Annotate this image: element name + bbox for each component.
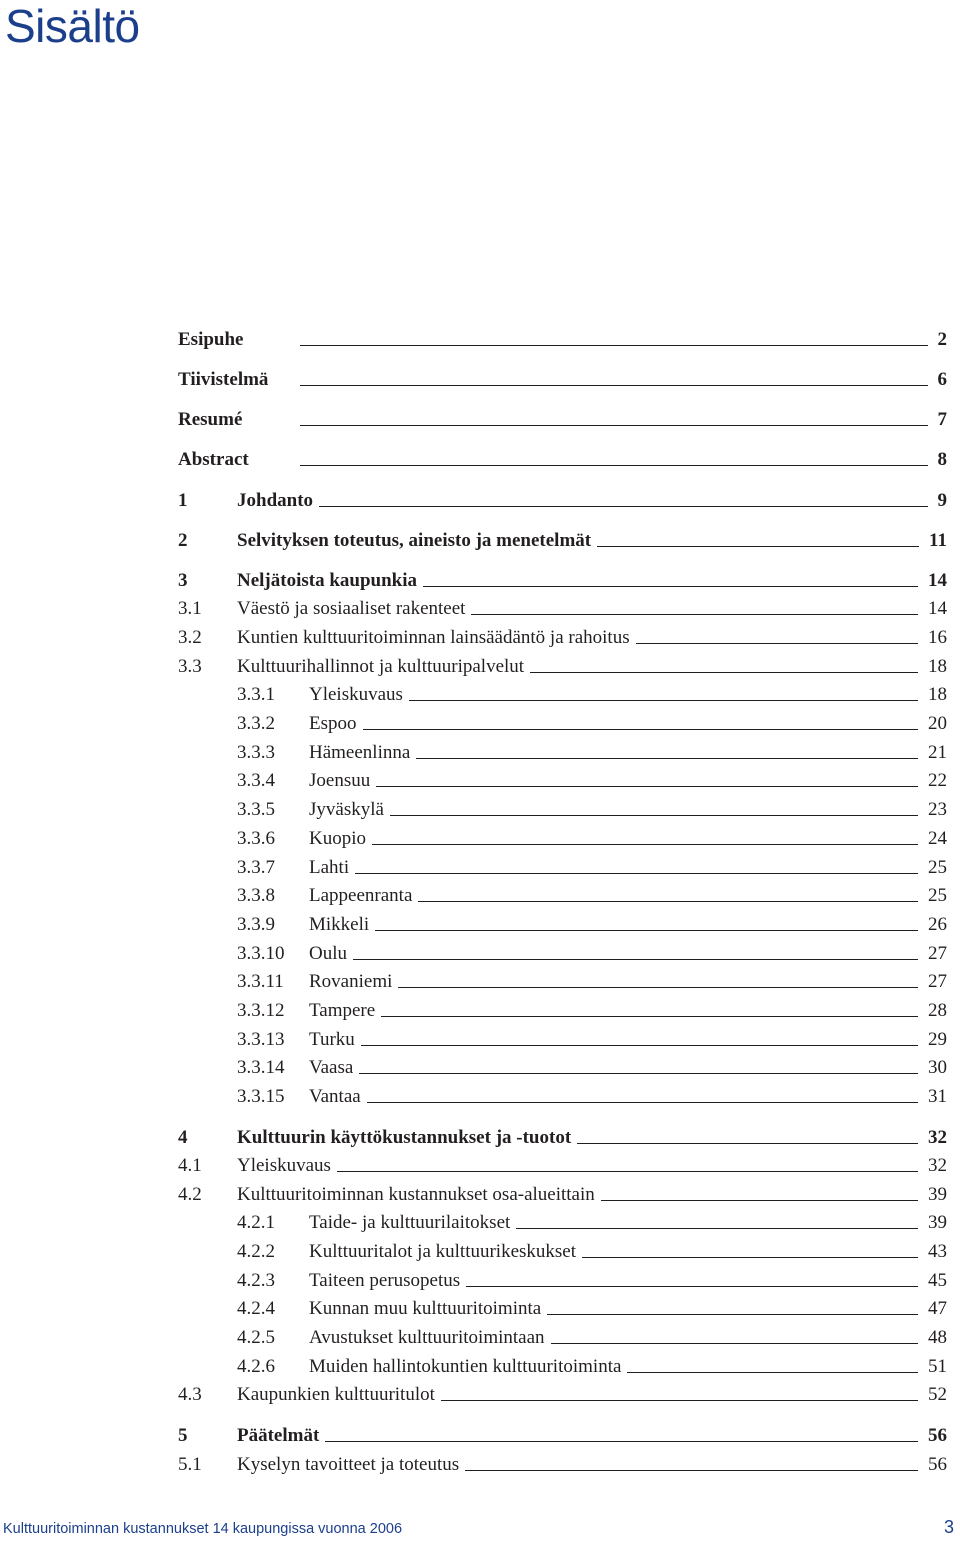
toc-entry-number: 3.3.15 <box>237 1086 285 1107</box>
toc-leader-line <box>418 901 918 902</box>
toc-entry-number: 4.2.1 <box>237 1212 275 1233</box>
toc-entry-page: 18 <box>928 684 947 705</box>
toc-entry[interactable] <box>0 1381 960 1409</box>
toc-entry-number: 4 <box>178 1127 188 1148</box>
toc-entry[interactable] <box>0 681 960 709</box>
toc-entry-title: Taiteen perusopetus <box>309 1270 461 1291</box>
toc-entry-page: 9 <box>937 490 947 511</box>
toc-entry-page: 32 <box>928 1155 947 1176</box>
toc-entry[interactable] <box>0 1238 960 1266</box>
toc-entry-page: 56 <box>928 1425 947 1446</box>
toc-entry[interactable] <box>0 767 960 795</box>
toc-entry-title: Kulttuurin käyttökustannukset ja -tuotot <box>237 1127 572 1148</box>
toc-leader-line <box>530 672 918 673</box>
toc-leader-line <box>359 1073 918 1074</box>
toc-entry-title: Kuopio <box>309 828 366 849</box>
page-footer <box>0 1515 960 1545</box>
toc-entry-page: 23 <box>928 799 947 820</box>
toc-entry-page: 21 <box>928 742 947 763</box>
toc-entry-number: 3.3.1 <box>237 684 275 705</box>
toc-leader-line <box>465 1470 918 1471</box>
toc-entry[interactable] <box>0 710 960 738</box>
toc-entry-title: Hämeenlinna <box>309 742 411 763</box>
toc-entry-title: Taide- ja kulttuurilaitokset <box>309 1212 511 1233</box>
toc-entry[interactable] <box>0 406 960 434</box>
toc-entry[interactable] <box>0 825 960 853</box>
toc-entry-number: 4.2.3 <box>237 1270 275 1291</box>
toc-entry[interactable] <box>0 1124 960 1152</box>
toc-entry-number: 3.3.6 <box>237 828 275 849</box>
toc-entry[interactable] <box>0 1209 960 1237</box>
toc-leader-line <box>466 1286 918 1287</box>
toc-entry-page: 32 <box>928 1127 947 1148</box>
toc-entry[interactable] <box>0 854 960 882</box>
toc-entry-number: 3.2 <box>178 627 202 648</box>
toc-entry[interactable] <box>0 1152 960 1180</box>
toc-leader-line <box>353 959 918 960</box>
footer-publication-title: Kulttuuritoiminnan kustannukset 14 kaupungissa vuonna 2006 <box>3 1521 403 1537</box>
toc-entry-number: 3.3.9 <box>237 914 275 935</box>
toc-entry[interactable] <box>0 1181 960 1209</box>
toc-entry-page: 31 <box>928 1086 947 1107</box>
toc-leader-line <box>300 425 928 426</box>
toc-entry-page: 30 <box>928 1057 947 1078</box>
toc-leader-line <box>597 546 919 547</box>
toc-entry-number: 3.1 <box>178 598 202 619</box>
toc-leader-line <box>300 465 928 466</box>
toc-entry-number: 3.3.4 <box>237 770 275 791</box>
toc-entry[interactable] <box>0 1295 960 1323</box>
toc-entry-page: 6 <box>937 369 947 390</box>
toc-entry-number: 1 <box>178 490 188 511</box>
toc-entry-title: Turku <box>309 1029 355 1050</box>
toc-entry-page: 29 <box>928 1029 947 1050</box>
toc-entry-page: 22 <box>928 770 947 791</box>
toc-entry-number: 4.2.2 <box>237 1241 275 1262</box>
toc-entry[interactable] <box>0 446 960 474</box>
toc-entry-page: 39 <box>928 1184 947 1205</box>
toc-leader-line <box>577 1143 918 1144</box>
toc-entry[interactable] <box>0 487 960 515</box>
toc-entry-title: Kulttuurihallinnot ja kulttuuripalvelut <box>237 656 525 677</box>
toc-entry-number: 3.3.10 <box>237 943 285 964</box>
toc-entry-title: Lahti <box>309 857 350 878</box>
toc-leader-line <box>423 586 918 587</box>
toc-entry-title: Päätelmät <box>237 1425 320 1446</box>
toc-entry-number: 3.3.7 <box>237 857 275 878</box>
toc-entry-page: 8 <box>937 449 947 470</box>
toc-entry-number: 3.3.11 <box>237 971 284 992</box>
toc-leader-line <box>300 385 928 386</box>
toc-entry-page: 26 <box>928 914 947 935</box>
toc-entry-title: Esipuhe <box>178 329 244 350</box>
toc-entry-title: Selvityksen toteutus, aineisto ja menetelmät <box>237 530 592 551</box>
toc-entry[interactable] <box>0 326 960 354</box>
toc-entry-page: 56 <box>928 1454 947 1475</box>
toc-entry-page: 18 <box>928 656 947 677</box>
toc-leader-line <box>337 1171 918 1172</box>
toc-entry-number: 4.3 <box>178 1384 202 1405</box>
toc-leader-line <box>601 1200 918 1201</box>
toc-entry-page: 28 <box>928 1000 947 1021</box>
toc-entry-page: 14 <box>928 570 947 591</box>
toc-entry[interactable] <box>0 595 960 623</box>
toc-entry[interactable] <box>0 366 960 394</box>
toc-entry[interactable] <box>0 739 960 767</box>
toc-entry[interactable] <box>0 968 960 996</box>
toc-leader-line <box>636 643 918 644</box>
toc-entry-number: 3.3.13 <box>237 1029 285 1050</box>
toc-entry[interactable] <box>0 1267 960 1295</box>
toc-entry-number: 4.2.4 <box>237 1298 275 1319</box>
toc-entry[interactable] <box>0 911 960 939</box>
toc-entry-title: Joensuu <box>309 770 371 791</box>
toc-entry-page: 24 <box>928 828 947 849</box>
toc-entry-title: Kaupunkien kulttuuritulot <box>237 1384 435 1405</box>
toc-entry[interactable] <box>0 1054 960 1082</box>
toc-entry-number: 3 <box>178 570 188 591</box>
toc-leader-line <box>325 1441 918 1442</box>
toc-entry-title: Kunnan muu kulttuuritoiminta <box>309 1298 542 1319</box>
toc-entry-number: 4.2.6 <box>237 1356 275 1377</box>
toc-entry-page: 43 <box>928 1241 947 1262</box>
toc-entry[interactable] <box>0 624 960 652</box>
toc-entry[interactable] <box>0 796 960 824</box>
toc-entry-title: Neljätoista kaupunkia <box>237 570 418 591</box>
toc-entry-page: 27 <box>928 971 947 992</box>
toc-entry-title: Johdanto <box>237 490 314 511</box>
footer-page-number: 3 <box>943 1517 954 1537</box>
toc-entry-number: 3.3.5 <box>237 799 275 820</box>
toc-entry-page: 16 <box>928 627 947 648</box>
toc-entry-title: Yleiskuvaus <box>309 684 403 705</box>
toc-entry-number: 4.2.5 <box>237 1327 275 1348</box>
toc-entry-title: Resumé <box>178 409 243 430</box>
toc-leader-line <box>516 1228 918 1229</box>
toc-leader-line <box>398 987 918 988</box>
toc-leader-line <box>409 700 918 701</box>
toc-entry-title: Abstract <box>178 449 249 470</box>
toc-entry[interactable] <box>0 997 960 1025</box>
toc-entry-page: 45 <box>928 1270 947 1291</box>
toc-entry[interactable] <box>0 653 960 681</box>
toc-entry[interactable] <box>0 1026 960 1054</box>
toc-leader-line <box>627 1372 918 1373</box>
toc-entry-number: 3.3.2 <box>237 713 275 734</box>
toc-entry-page: 48 <box>928 1327 947 1348</box>
toc-entry-number: 4.1 <box>178 1155 202 1176</box>
toc-leader-line <box>582 1257 918 1258</box>
toc-entry-title: Kuntien kulttuuritoiminnan lainsäädäntö ja rahoitus <box>237 627 630 648</box>
toc-leader-line <box>367 1102 918 1103</box>
toc-entry-title: Väestö ja sosiaaliset rakenteet <box>237 598 466 619</box>
toc-entry[interactable] <box>0 1422 960 1450</box>
toc-entry-number: 3.3.8 <box>237 885 275 906</box>
toc-entry-title: Kulttuuritalot ja kulttuurikeskukset <box>309 1241 577 1262</box>
toc-leader-line <box>551 1343 918 1344</box>
toc-entry-title: Rovaniemi <box>309 971 393 992</box>
toc-entry-number: 3.3.3 <box>237 742 275 763</box>
page-title: Sisältö <box>5 0 140 52</box>
toc-entry-title: Muiden hallintokuntien kulttuuritoiminta <box>309 1356 622 1377</box>
toc-entry-title: Espoo <box>309 713 357 734</box>
toc-entry[interactable] <box>0 527 960 555</box>
toc-leader-line <box>361 1045 918 1046</box>
toc-leader-line <box>319 506 928 507</box>
toc-entry[interactable] <box>0 1451 960 1479</box>
toc-entry-page: 52 <box>928 1384 947 1405</box>
toc-leader-line <box>471 614 918 615</box>
toc-leader-line <box>372 844 918 845</box>
toc-entry-title: Lappeenranta <box>309 885 413 906</box>
toc-entry-page: 11 <box>929 530 947 551</box>
toc-entry-number: 4.2 <box>178 1184 202 1205</box>
toc-entry-title: Kyselyn tavoitteet ja toteutus <box>237 1454 460 1475</box>
toc-entry-number: 2 <box>178 530 188 551</box>
toc-entry-title: Tampere <box>309 1000 376 1021</box>
toc-entry-page: 51 <box>928 1356 947 1377</box>
toc-leader-line <box>390 815 918 816</box>
toc-entry-title: Yleiskuvaus <box>237 1155 331 1176</box>
toc-entry-page: 47 <box>928 1298 947 1319</box>
toc-entry-title: Avustukset kulttuuritoimintaan <box>309 1327 545 1348</box>
toc-entry-page: 20 <box>928 713 947 734</box>
toc-leader-line <box>381 1016 918 1017</box>
toc-entry-title: Kulttuuritoiminnan kustannukset osa-alueittain <box>237 1184 595 1205</box>
toc-leader-line <box>416 758 918 759</box>
toc-entry-page: 14 <box>928 598 947 619</box>
toc-entry[interactable] <box>0 940 960 968</box>
toc-entry-page: 25 <box>928 857 947 878</box>
toc-entry-number: 5.1 <box>178 1454 202 1475</box>
toc-entry-page: 2 <box>937 329 947 350</box>
toc-leader-line <box>376 786 918 787</box>
toc-entry-title: Mikkeli <box>309 914 370 935</box>
toc-leader-line <box>300 345 928 346</box>
toc-entry-number: 3.3.14 <box>237 1057 285 1078</box>
toc-entry-number: 3.3.12 <box>237 1000 285 1021</box>
toc-entry-page: 25 <box>928 885 947 906</box>
toc-entry[interactable] <box>0 567 960 595</box>
toc-entry-title: Vaasa <box>309 1057 354 1078</box>
toc-leader-line <box>375 930 918 931</box>
toc-leader-line <box>355 873 918 874</box>
toc-leader-line <box>547 1314 918 1315</box>
toc-entry-title: Tiivistelmä <box>178 369 269 390</box>
toc-entry[interactable] <box>0 1083 960 1111</box>
toc-entry-number: 5 <box>178 1425 188 1446</box>
toc-entry[interactable] <box>0 882 960 910</box>
toc-entry-page: 7 <box>937 409 947 430</box>
toc-entry-title: Vantaa <box>309 1086 361 1107</box>
toc-entry-number: 3.3 <box>178 656 202 677</box>
toc-entry-page: 39 <box>928 1212 947 1233</box>
toc-entry-title: Oulu <box>309 943 347 964</box>
toc-entry-page: 27 <box>928 943 947 964</box>
toc-entry[interactable] <box>0 1324 960 1352</box>
toc-leader-line <box>441 1400 918 1401</box>
toc-entry-title: Jyväskylä <box>309 799 384 820</box>
toc-leader-line <box>363 729 918 730</box>
toc-entry[interactable] <box>0 1353 960 1381</box>
